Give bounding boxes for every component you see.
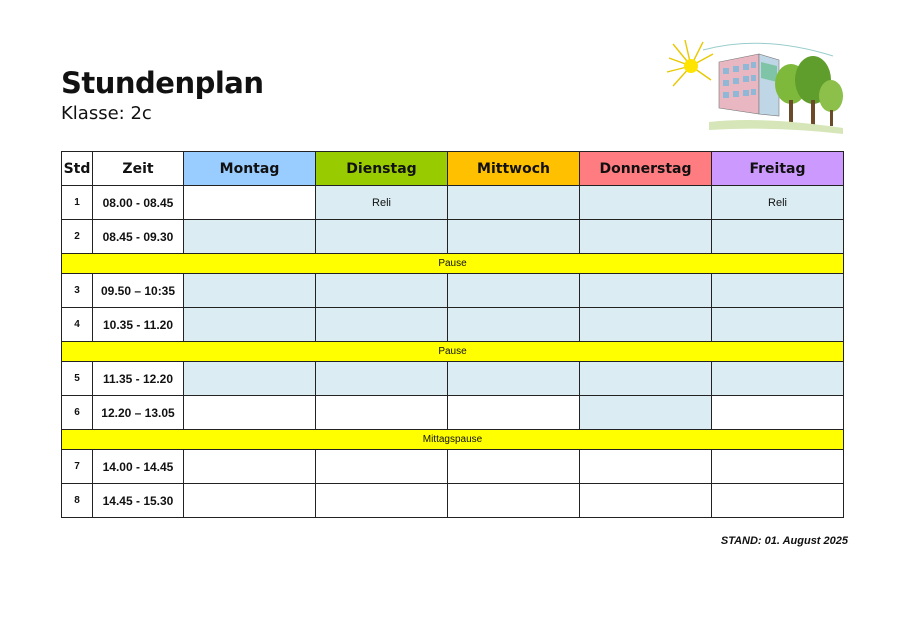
lesson-cell bbox=[184, 362, 316, 396]
lesson-cell bbox=[580, 308, 712, 342]
lesson-row bbox=[62, 186, 844, 220]
lesson-cell bbox=[448, 308, 580, 342]
period-number: 3 bbox=[62, 274, 93, 308]
lesson-cell bbox=[580, 362, 712, 396]
lesson-cell bbox=[580, 396, 712, 430]
class-label: Klasse: 2c bbox=[61, 103, 152, 124]
lesson-cell bbox=[580, 274, 712, 308]
school-logo-icon bbox=[663, 38, 849, 138]
header-row bbox=[62, 152, 844, 186]
period-number: 6 bbox=[62, 396, 93, 430]
lesson-cell bbox=[712, 396, 844, 430]
lesson-cell bbox=[448, 484, 580, 518]
lesson-cell bbox=[316, 274, 448, 308]
period-time: 08.45 - 09.30 bbox=[93, 220, 184, 254]
column-header-dienstag: Dienstag bbox=[316, 152, 448, 186]
break-label: Pause bbox=[62, 342, 844, 362]
lesson-cell bbox=[448, 450, 580, 484]
lesson-cell bbox=[448, 220, 580, 254]
column-header-std: Std bbox=[62, 152, 93, 186]
period-number: 4 bbox=[62, 308, 93, 342]
lesson-cell bbox=[184, 186, 316, 220]
lesson-cell bbox=[184, 220, 316, 254]
lesson-cell bbox=[448, 186, 580, 220]
break-row bbox=[62, 430, 844, 450]
column-header-mittwoch: Mittwoch bbox=[448, 152, 580, 186]
lesson-row bbox=[62, 308, 844, 342]
lesson-cell bbox=[316, 450, 448, 484]
lesson-cell bbox=[316, 362, 448, 396]
lesson-cell bbox=[580, 186, 712, 220]
lesson-cell bbox=[184, 396, 316, 430]
lesson-cell bbox=[316, 484, 448, 518]
period-number: 7 bbox=[62, 450, 93, 484]
period-time: 09.50 – 10:35 bbox=[93, 274, 184, 308]
period-time: 14.00 - 14.45 bbox=[93, 450, 184, 484]
lesson-cell bbox=[184, 484, 316, 518]
period-time: 08.00 - 08.45 bbox=[93, 186, 184, 220]
timetable-header bbox=[62, 152, 844, 186]
stand-date: STAND: 01. August 2025 bbox=[720, 535, 848, 547]
lesson-cell bbox=[712, 308, 844, 342]
timetable bbox=[61, 151, 844, 518]
period-number: 2 bbox=[62, 220, 93, 254]
lesson-cell bbox=[712, 362, 844, 396]
column-header-freitag: Freitag bbox=[712, 152, 844, 186]
period-number: 5 bbox=[62, 362, 93, 396]
lesson-row bbox=[62, 484, 844, 518]
lesson-cell bbox=[316, 396, 448, 430]
period-time: 12.20 – 13.05 bbox=[93, 396, 184, 430]
lesson-cell bbox=[712, 274, 844, 308]
lesson-row bbox=[62, 220, 844, 254]
break-label: Pause bbox=[62, 254, 844, 274]
lesson-cell bbox=[580, 450, 712, 484]
lesson-row bbox=[62, 450, 844, 484]
break-label: Mittagspause bbox=[62, 430, 844, 450]
break-row bbox=[62, 254, 844, 274]
lesson-cell bbox=[580, 220, 712, 254]
lesson-cell: Reli bbox=[712, 186, 844, 220]
break-row bbox=[62, 342, 844, 362]
lesson-cell bbox=[712, 484, 844, 518]
period-number: 8 bbox=[62, 484, 93, 518]
timetable-body bbox=[62, 186, 844, 518]
period-number: 1 bbox=[62, 186, 93, 220]
page-title: Stundenplan bbox=[61, 66, 264, 100]
column-header-donnerstag: Donnerstag bbox=[580, 152, 712, 186]
lesson-cell bbox=[184, 450, 316, 484]
period-time: 11.35 - 12.20 bbox=[93, 362, 184, 396]
lesson-cell: Reli bbox=[316, 186, 448, 220]
lesson-cell bbox=[448, 396, 580, 430]
period-time: 14.45 - 15.30 bbox=[93, 484, 184, 518]
lesson-cell bbox=[580, 484, 712, 518]
lesson-cell bbox=[712, 220, 844, 254]
column-header-montag: Montag bbox=[184, 152, 316, 186]
period-time: 10.35 - 11.20 bbox=[93, 308, 184, 342]
column-header-zeit: Zeit bbox=[93, 152, 184, 186]
lesson-cell bbox=[316, 308, 448, 342]
lesson-cell bbox=[712, 450, 844, 484]
lesson-cell bbox=[316, 220, 448, 254]
lesson-cell bbox=[184, 274, 316, 308]
lesson-cell bbox=[184, 308, 316, 342]
lesson-row bbox=[62, 396, 844, 430]
lesson-cell bbox=[448, 362, 580, 396]
lesson-cell bbox=[448, 274, 580, 308]
lesson-row bbox=[62, 362, 844, 396]
lesson-row bbox=[62, 274, 844, 308]
